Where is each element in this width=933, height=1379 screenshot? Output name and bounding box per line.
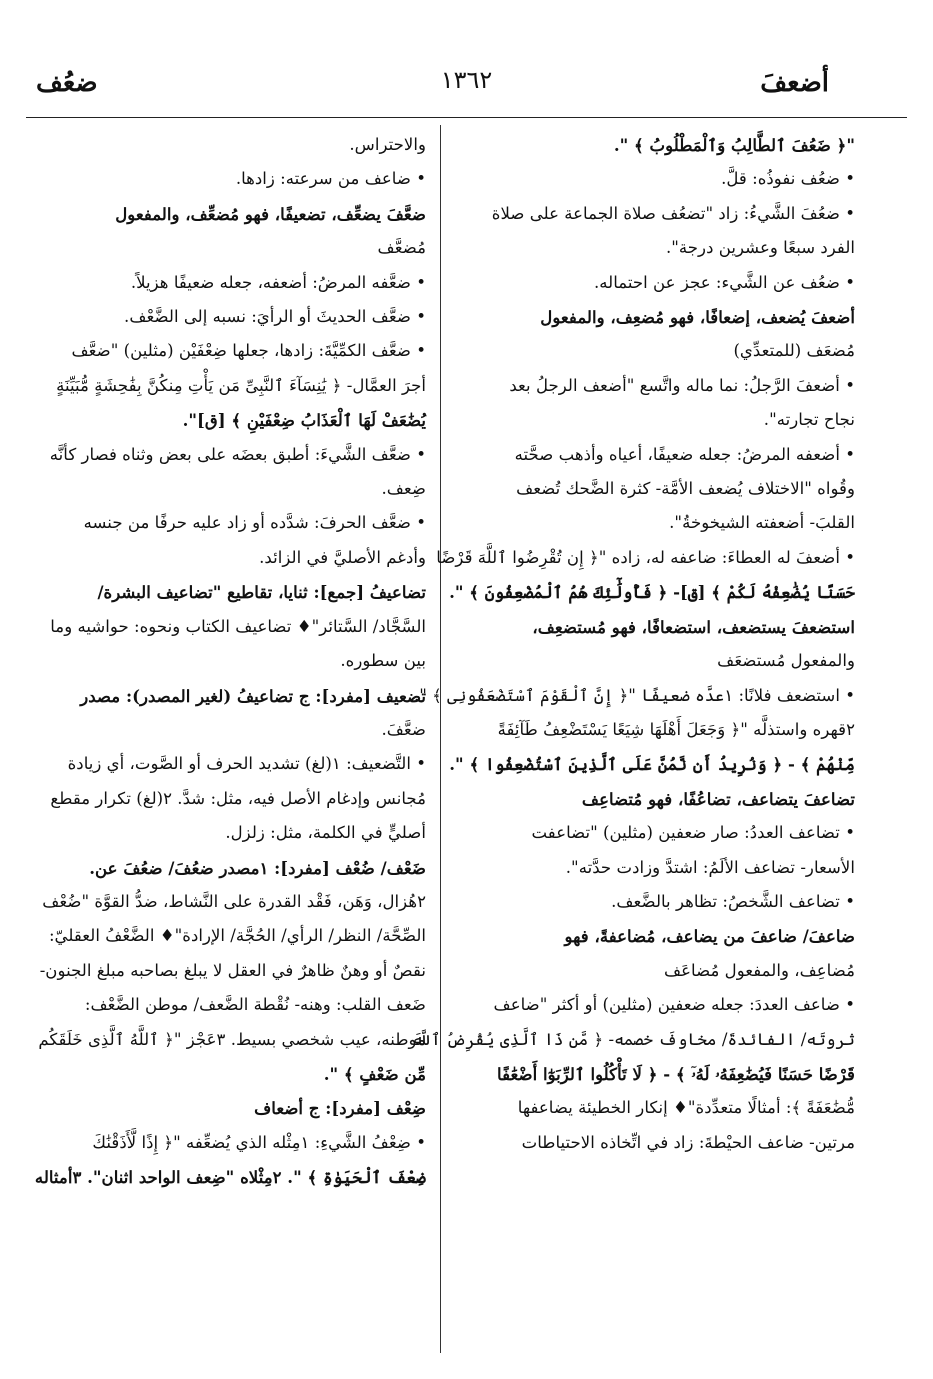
entry-headword-line: تضعيف [مفرد]: ج تضاعيفُ (لغير المصدر): مصدر — [80, 685, 426, 706]
text-line: • استضعف فلانًا: ١عدَّه ضعيفًا "﴿ إِنَّ ٱلْقَوْمَ ٱسْتَضْعَفُونِى ﴾ ". — [414, 685, 855, 705]
left-column — [28, 128, 426, 1195]
text-line: الفرد سبعًا وعشرين درجة". — [666, 238, 855, 258]
column-divider — [440, 125, 441, 1353]
text-line: • أضعفَ الرَّجلُ: نما ماله واتَّسع "أضعف الرجلُ بعد — [509, 375, 855, 395]
text-line: • ضعُف نفوذُه: قلَّ. — [721, 169, 855, 189]
text-line: ضعَّفَ. — [381, 719, 426, 739]
text-line: أجرَ العمَّال- ﴿ يَٰنِسَآءَ ٱلنَّبِىِّ مَن يَأْتِ مِنكُنَّ بِفَٰحِشَةٍ مُّبَيِّنَةٍ — [56, 375, 426, 395]
text-line: • ضاعف العددَ: جعله ضعفين (مثلين) أو أكثر "ضاعف — [493, 995, 855, 1015]
text-line: • ضعَّف الكمِّيَّةَ: زادها، جعلها ضِعْفَيْن (مثلين) "ضعَّف — [71, 341, 426, 361]
text-line: ضِعْفَ ٱلْحَيَوٰةِ ﴾ ". ٢مِثْلاه "ضِعف الواحد اثنان". ٣أمثاله — [34, 1167, 426, 1188]
text-line: ٢هُزال، وَهَن، فَقْد القدرة على النَّشاط، ضدُّ القوَّة "ضُعْف — [42, 891, 426, 911]
text-line: • ضعَّفه المرضُ: أضعفه، جعله ضعيفًا هزيلاً. — [130, 272, 426, 292]
header-first-entry: أضعفَ — [760, 68, 829, 98]
text-line: يُضَٰعَفْ لَهَا ٱلْعَذَابُ ضِعْفَيْنِ ﴾ [ق]". — [182, 410, 426, 431]
text-line: مرتين- ضاعف الحيْطةَ: زاد في اتِّخاذه الاحتياطات — [521, 1132, 855, 1152]
text-line: نجاح تجارته". — [763, 410, 855, 430]
text-line: نقصٌ أو وهنٌ ظاهرٌ في العقل لا يبلغ بصاحبه مبلغ الجنون- — [39, 960, 426, 980]
text-line: القلبَ- أضعفته الشيخوخةُ". — [669, 513, 855, 533]
text-line: السَّجَّاد/ السَّتائر"♦ تضاعيف الكتاب ونحوه: حواشيه وما — [50, 616, 426, 636]
text-line: • أضعفَ له العطاءَ: ضاعفه له، زاده "﴿ إِن تُقْرِضُوا ٱللَّهَ قَرْضًا — [436, 547, 855, 567]
text-line: • ضعَّف الشَّيءَ: أطبق بعضَه على بعض وثناه فصار كأنَّه — [49, 444, 426, 464]
text-line: مُّضَٰعَفَةً ﴾: أمثالًا متعدِّدة"♦ إنكار الخطيئة يضاعفها — [517, 1098, 855, 1118]
text-line: الصِّحَّة/ النظر/ الرأي/ الحُجَّة/ الإرادة"♦ الضَّعْفُ العقليّ: — [48, 926, 426, 946]
entry-headword-line: ضِعْف [مفرد]: ج أضعاف — [254, 1098, 426, 1119]
text-line: وقُواه "الاختلاف يُضعف الأمَّة- كثرة الضَّحك تُضعف — [516, 479, 855, 499]
text-line: • ضعُف عن الشَّيء: عجز عن احتماله. — [594, 272, 855, 292]
text-line: بين سطوره. — [340, 651, 426, 671]
text-line: مُضاعِف، والمفعول مُضاعَف — [663, 960, 855, 980]
text-line: مُجانس وإدغام الأصل فيه، مثل: شدَّ. ٢(لغ) تكرار مقطع — [50, 788, 426, 808]
entry-headword-line: أضعفَ يُضعف، إضعافًا، فهو مُضعِف، والمفعول — [540, 307, 855, 328]
text-line: أصليٍّ في الكلمة، مثل: زلزل. — [225, 823, 426, 843]
text-line: الأسعار- تضاعف الألَمُ: اشتدَّ وزادت حدَّته". — [565, 857, 855, 877]
text-line: "﴿ ضَعُفَ ٱلطَّالِبُ وَٱلْمَطْلُوبُ ﴾ ". — [613, 135, 855, 155]
text-line: ضِعف. — [381, 479, 426, 499]
text-line: مُضعَّف — [377, 238, 426, 258]
page-number: ١٣٦٢ — [440, 66, 493, 94]
text-line: مُضعَف (للمتعدِّي) — [733, 341, 855, 361]
text-line: • ضعَّف الحديثَ أو الرأيَ: نسبه إلى الضَّعْف. — [124, 307, 426, 327]
entry-headword-line: ضعَّفَ يضعِّف، تضعيفًا، فهو مُضعِّف، والمفعول — [115, 203, 426, 224]
entry-headword-line: ضَعْف/ ضُعْف [مفرد]: ١مصدر ضعُفَ/ ضعُفَ عن. — [89, 857, 426, 878]
entry-headword-line: ضاعفَ/ ضاعفَ من يضاعف، مُضاعفةً، فهو — [564, 926, 855, 947]
text-line: • أضعفه المرضُ: جعله ضعيفًا، أعياه وأذهب صحَّته — [514, 444, 855, 464]
text-line: • ضعُفَ الشَّيءُ: زاد "تضعُف صلاة الجماعة على صلاة — [491, 203, 855, 223]
text-line: • ضِعْفُ الشَّيءِ: ١مِثْله الذي يُضعِّفه "﴿ إِذًا لَّأَذَقْنَٰكَ — [92, 1132, 426, 1152]
text-line: حَسَنًا يُضَٰعِفْهُ لَكُمْ ﴾ [ق]- ﴿ فَأُولَٰٓئِكَ هُمُ ٱلْمُضْعِفُونَ ﴾ ". — [449, 582, 855, 603]
page-header — [26, 60, 907, 110]
text-line: ثروتَه/ الفائدةَ/ مخاوفَ خصمه- ﴿ مَّن ذَا ٱلَّذِى يُقْرِضُ ٱللَّهَ — [411, 1029, 855, 1049]
text-line: مِّن ضَعْفٍ ﴾ ". — [323, 1063, 426, 1084]
text-line: ٢قهره واستذلَّه "﴿ وَجَعَلَ أَهْلَهَا شِيَعًا يَسْتَضْعِفُ طَآئِفَةً — [497, 719, 855, 739]
text-line: والاحتراس. — [349, 135, 426, 154]
text-line: • تضاعف العددُ: صار ضعفين (مثلين) "تضاعفت — [531, 823, 855, 843]
text-line: • التَّضعيف: ١(لغ) تشديد الحرف أو الصَّوت، أي زيادة — [67, 754, 426, 774]
text-line: • ضعَّف الحرفَ: شدَّده أو زاد عليه حرفًا من جنسه — [83, 513, 426, 533]
text-line: موطنه، عيب شخصي بسيط. ٣عَجْز "﴿ ٱللَّهُ ٱلَّذِى خَلَقَكُم — [38, 1029, 426, 1049]
header-last-entry: ضعُف — [36, 68, 98, 98]
text-line: مِّنْهُمْ ﴾ - ﴿ وَنُرِيدُ أَن نَّمُنَّ عَلَى ٱلَّذِينَ ٱسْتُضْعِفُوا ﴾ ". — [449, 754, 855, 775]
text-line: وأدغم الأصليَّ في الزائد. — [259, 547, 426, 567]
entry-headword-line: تضاعيفُ [جمع]: ثنايا، تقاطيع "تضاعيف البشرة/ — [97, 582, 426, 603]
entry-headword-line: استضعفَ يستضعف، استضعافًا، فهو مُستضعِف، — [532, 616, 855, 637]
text-line: والمفعول مُستضعَف — [717, 651, 855, 671]
header-rule — [26, 117, 907, 118]
text-line: ضَعف القلب: وهنه- نُقْطة الضَّعف/ موطن الضَّعْف: — [84, 995, 426, 1015]
entry-headword-line: تضاعفَ يتضاعف، تضاعُفًا، فهو مُتضاعِف — [581, 788, 855, 809]
text-line: • تضاعف الشَّخصُ: تظاهر بالضَّعف. — [611, 891, 855, 911]
text-line: قَرْضًا حَسَنًا فَيُضَٰعِفَهُۥ لَهُۥٓ ﴾ - ﴿ لَا تَأْكُلُوا ٱلرِّبَوٰٓا أَضْعَٰفًا — [497, 1063, 855, 1084]
right-column — [411, 128, 855, 1160]
text-line: • ضاعف من سرعته: زادها. — [235, 169, 426, 189]
